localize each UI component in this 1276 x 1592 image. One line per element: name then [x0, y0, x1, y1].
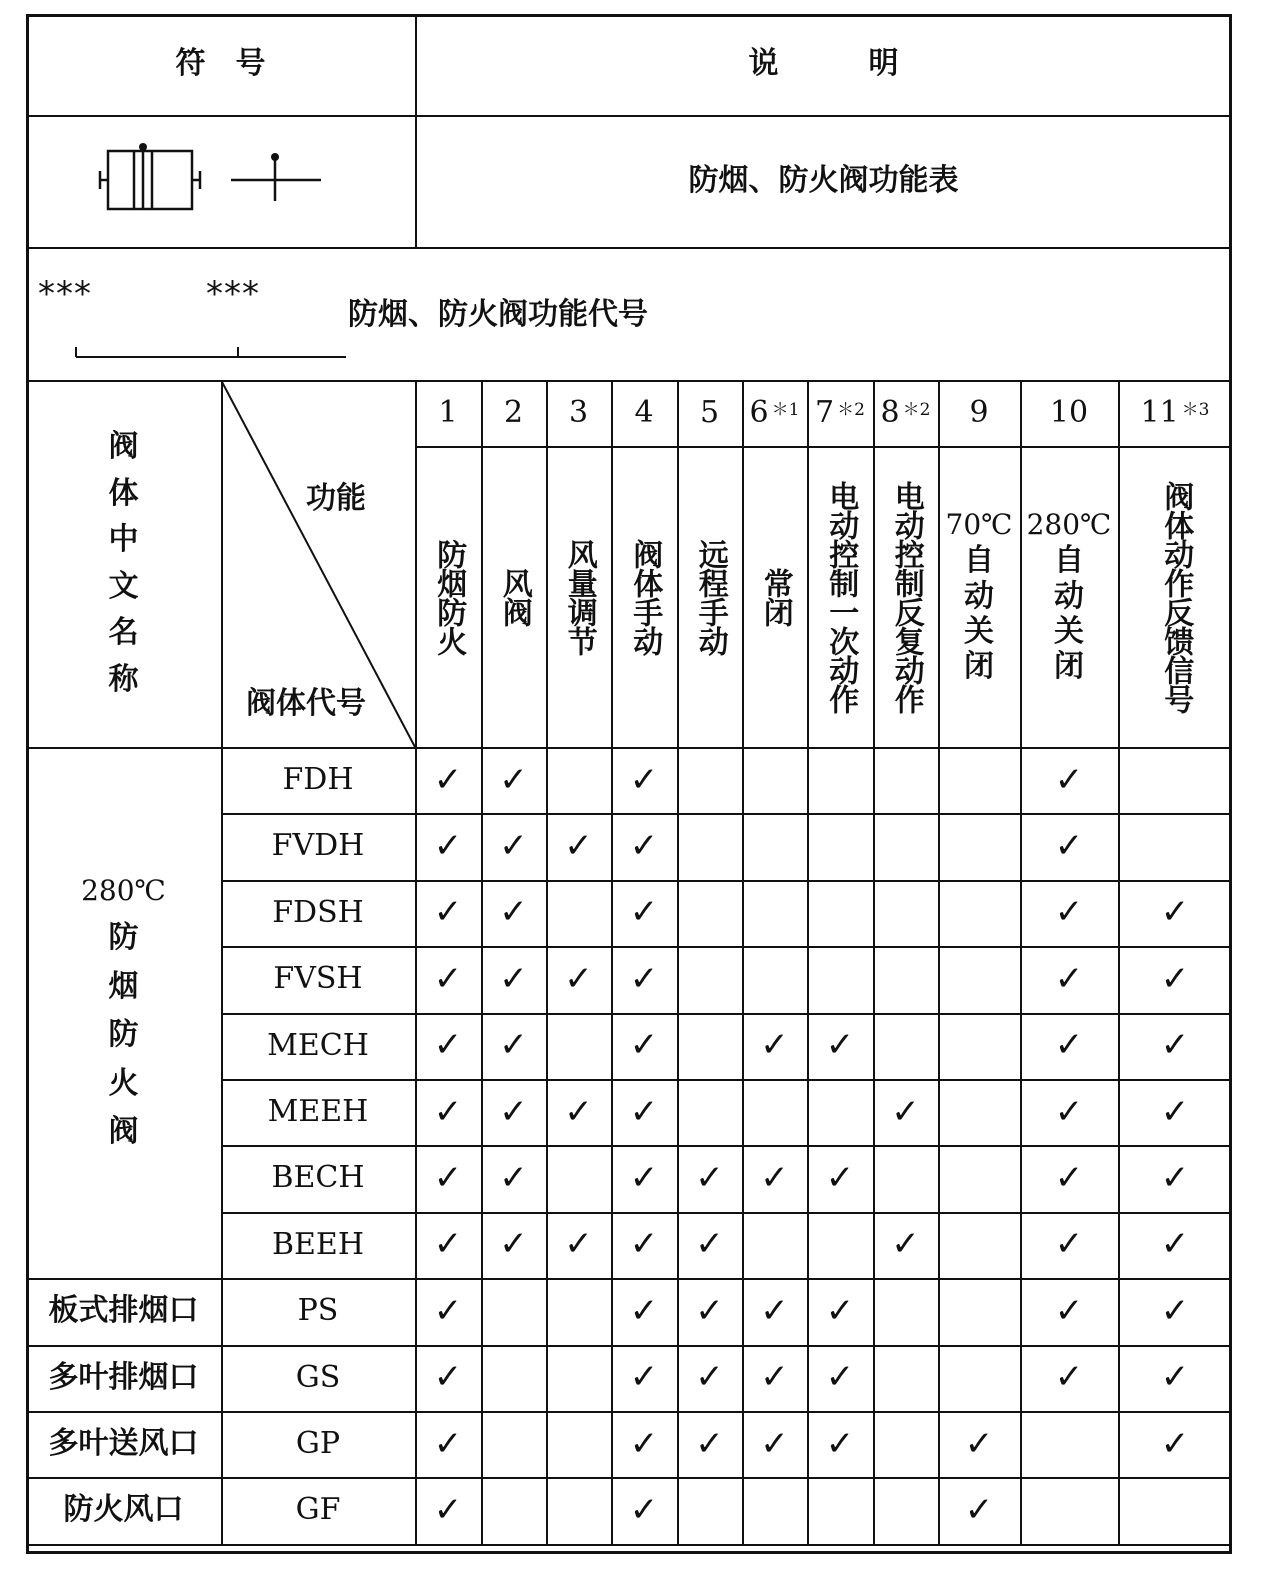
check-mark-icon: ✓: [499, 759, 528, 800]
check-mark-icon: ✓: [629, 1357, 659, 1398]
check-mark-icon: ✓: [760, 1025, 789, 1066]
check-mark-icon: ✓: [1160, 1224, 1190, 1265]
column-number-1: 1: [438, 394, 458, 430]
group-name-char: 防: [108, 920, 139, 956]
check-mark-icon: ✓: [1054, 958, 1084, 999]
code-description: 防烟、防火阀功能代号: [348, 296, 648, 332]
check-mark-icon: ✓: [629, 826, 659, 867]
valve-code: FVSH: [273, 961, 363, 997]
column-number-3: 3: [568, 394, 589, 430]
code-marks-left: ***: [38, 274, 92, 315]
check-mark-icon: ✓: [433, 892, 463, 933]
check-mark-icon: ✓: [964, 1490, 994, 1531]
column-label-8: 电动控制反复动作: [888, 480, 924, 713]
function-table-title: 防烟、防火阀功能表: [688, 162, 959, 198]
valve-code: GF: [295, 1492, 341, 1528]
valve-name-char: 阀: [108, 429, 139, 464]
column-label-7: 电动控制一次动作: [823, 480, 859, 713]
valve-code: GS: [295, 1359, 341, 1395]
check-mark-icon: ✓: [433, 826, 463, 867]
column-number-4: 4: [634, 394, 654, 430]
check-mark-icon: ✓: [499, 958, 528, 999]
check-mark-icon: ✓: [433, 1423, 463, 1464]
check-mark-icon: ✓: [1160, 1091, 1190, 1132]
check-mark-icon: ✓: [433, 759, 463, 800]
damper-symbol-icon: [96, 141, 346, 221]
row-divider: [26, 1544, 1232, 1546]
check-mark-icon: ✓: [1054, 1290, 1084, 1331]
valve-name-char: 中: [108, 522, 139, 557]
check-mark-icon: ✓: [499, 1158, 528, 1199]
check-mark-icon: ✓: [695, 1158, 724, 1199]
check-mark-icon: ✓: [964, 1423, 994, 1464]
check-mark-icon: ✓: [891, 1224, 920, 1265]
valve-code: FDH: [282, 761, 354, 797]
description-header: 说 明: [748, 46, 899, 82]
check-mark-icon: ✓: [499, 826, 528, 867]
check-mark-icon: ✓: [825, 1290, 855, 1331]
grid-line: [415, 14, 417, 247]
diag-function-label: 功能: [306, 480, 366, 516]
valve-code: GP: [295, 1425, 341, 1461]
damper-function-table: [26, 14, 1232, 1554]
valve-code: FDSH: [272, 894, 364, 930]
column-number-11: 11 $^{*3}$: [1140, 394, 1210, 430]
check-mark-icon: ✓: [760, 1357, 789, 1398]
column-label-6: 常闭: [757, 567, 793, 626]
column-number-2: 2: [503, 394, 524, 430]
check-mark-icon: ✓: [433, 1091, 463, 1132]
check-mark-icon: ✓: [1054, 1025, 1084, 1066]
check-mark-icon: ✓: [695, 1290, 724, 1331]
valve-code: BECH: [271, 1160, 365, 1196]
column-label-1: 防烟防火: [431, 538, 467, 655]
column-number-7: 7 $^{*2}$: [815, 394, 865, 430]
column-label-10: [1020, 446, 1118, 747]
group-name-char: 火: [108, 1065, 139, 1101]
footnote-mark: ＊2: [837, 400, 865, 421]
check-mark-icon: ✓: [564, 1224, 593, 1265]
check-mark-icon: ✓: [564, 1091, 593, 1132]
column-number-5: 5: [699, 394, 720, 430]
check-mark-icon: ✓: [760, 1158, 789, 1199]
valve-name: 多叶排烟口: [48, 1359, 199, 1395]
check-mark-icon: ✓: [695, 1357, 724, 1398]
check-mark-icon: ✓: [1160, 1290, 1190, 1331]
check-mark-icon: ✓: [1160, 1158, 1190, 1199]
footnote-mark: ＊3: [1181, 400, 1210, 421]
code-marks-right: ***: [206, 274, 260, 315]
check-mark-icon: ✓: [1054, 759, 1084, 800]
group-name-char: 阀: [108, 1114, 139, 1150]
check-mark-icon: ✓: [1054, 1357, 1084, 1398]
damper-symbol-icon: [26, 115, 415, 247]
diag-code-label: 阀体代号: [246, 685, 366, 721]
grid-line: [26, 115, 1232, 117]
check-mark-icon: ✓: [499, 1025, 528, 1066]
column-label-11: 阀体动作反馈信号: [1158, 480, 1194, 713]
check-mark-icon: ✓: [629, 1091, 659, 1132]
check-mark-icon: ✓: [564, 826, 593, 867]
valve-name-char: 文: [108, 568, 139, 604]
check-mark-icon: ✓: [629, 1423, 659, 1464]
valve-name: 板式排烟口: [48, 1293, 199, 1329]
label-char: 闭: [1053, 649, 1084, 685]
check-mark-icon: ✓: [695, 1423, 724, 1464]
check-mark-icon: ✓: [629, 1490, 659, 1531]
outer-border-top: [26, 14, 1232, 17]
check-mark-icon: ✓: [629, 1224, 659, 1265]
check-mark-icon: ✓: [1160, 1025, 1190, 1066]
footnote-mark: ＊2: [902, 400, 931, 421]
group-name-char: 防: [108, 1017, 139, 1053]
check-mark-icon: ✓: [1160, 892, 1190, 933]
check-mark-icon: ✓: [1054, 892, 1084, 933]
check-mark-icon: ✓: [760, 1290, 789, 1331]
grid-line: [26, 247, 1232, 249]
column-label-4: 阀体手动: [627, 538, 663, 655]
check-mark-icon: ✓: [564, 958, 593, 999]
check-mark-icon: ✓: [825, 1357, 855, 1398]
check-mark-icon: ✓: [499, 1091, 528, 1132]
column-number-9: 9: [969, 394, 989, 430]
check-mark-icon: ✓: [1054, 1224, 1084, 1265]
group-temperature: 280℃: [81, 874, 166, 908]
label-char: 自: [963, 543, 994, 579]
valve-name: 防火风口: [63, 1492, 184, 1528]
check-mark-icon: ✓: [433, 1357, 463, 1398]
check-mark-icon: ✓: [1054, 1091, 1084, 1132]
outer-border-bottom: [26, 1551, 1232, 1554]
valve-code: PS: [297, 1293, 339, 1329]
code-row: [26, 247, 1232, 380]
valve-name-char: 体: [108, 475, 139, 511]
check-mark-icon: ✓: [629, 1158, 659, 1199]
check-mark-icon: ✓: [825, 1025, 855, 1066]
valve-code: BEEH: [271, 1226, 364, 1262]
check-mark-icon: ✓: [1054, 826, 1084, 867]
valve-name-header: [26, 380, 221, 747]
check-mark-icon: ✓: [499, 1224, 528, 1265]
label-char: 闭: [963, 649, 994, 685]
check-mark-icon: ✓: [629, 1290, 659, 1331]
check-mark-icon: ✓: [629, 958, 659, 999]
check-mark-icon: ✓: [629, 759, 659, 800]
check-mark-icon: ✓: [433, 1490, 463, 1531]
check-mark-icon: ✓: [433, 1025, 463, 1066]
check-mark-icon: ✓: [629, 1025, 659, 1066]
column-label-9: [938, 446, 1020, 747]
valve-name-char: 名: [108, 615, 139, 650]
valve-code: MECH: [267, 1027, 369, 1063]
column-label-3: 风量调节: [561, 538, 597, 655]
column-label-5: 远程手动: [692, 538, 728, 655]
label-char: 动: [1053, 578, 1084, 614]
check-mark-icon: ✓: [1160, 1357, 1190, 1398]
valve-code: MEEH: [267, 1093, 369, 1129]
label-char: 关: [963, 614, 994, 650]
column-number-6: 6 $^{*1}$: [749, 394, 800, 430]
symbol-header: 符 号: [175, 46, 266, 82]
temperature-label: 280℃: [1026, 508, 1112, 542]
valve-name-char: 称: [108, 661, 139, 697]
column-number-8: 8 $^{*2}$: [880, 394, 931, 430]
label-char: 关: [1053, 614, 1084, 650]
label-char: 自: [1053, 543, 1084, 579]
group-name: [26, 747, 221, 1278]
group-name-char: 烟: [108, 968, 139, 1004]
check-mark-icon: ✓: [695, 1224, 724, 1265]
valve-code: FVDH: [271, 828, 365, 864]
footnote-mark: ＊1: [771, 400, 800, 421]
check-mark-icon: ✓: [1160, 958, 1190, 999]
temperature-label: 70℃: [945, 508, 1013, 542]
label-char: 动: [963, 578, 994, 614]
check-mark-icon: ✓: [629, 892, 659, 933]
check-mark-icon: ✓: [433, 1224, 463, 1265]
check-mark-icon: ✓: [433, 958, 463, 999]
check-mark-icon: ✓: [760, 1423, 789, 1464]
check-mark-icon: ✓: [433, 1158, 463, 1199]
check-mark-icon: ✓: [891, 1091, 920, 1132]
column-number-10: 10: [1049, 394, 1089, 430]
check-mark-icon: ✓: [1160, 1423, 1190, 1464]
check-mark-icon: ✓: [433, 1290, 463, 1331]
check-mark-icon: ✓: [825, 1158, 855, 1199]
check-mark-icon: ✓: [1054, 1158, 1084, 1199]
check-mark-icon: ✓: [499, 892, 528, 933]
column-label-2: 风阀: [496, 567, 532, 626]
valve-name: 多叶送风口: [48, 1425, 199, 1461]
check-mark-icon: ✓: [825, 1423, 855, 1464]
